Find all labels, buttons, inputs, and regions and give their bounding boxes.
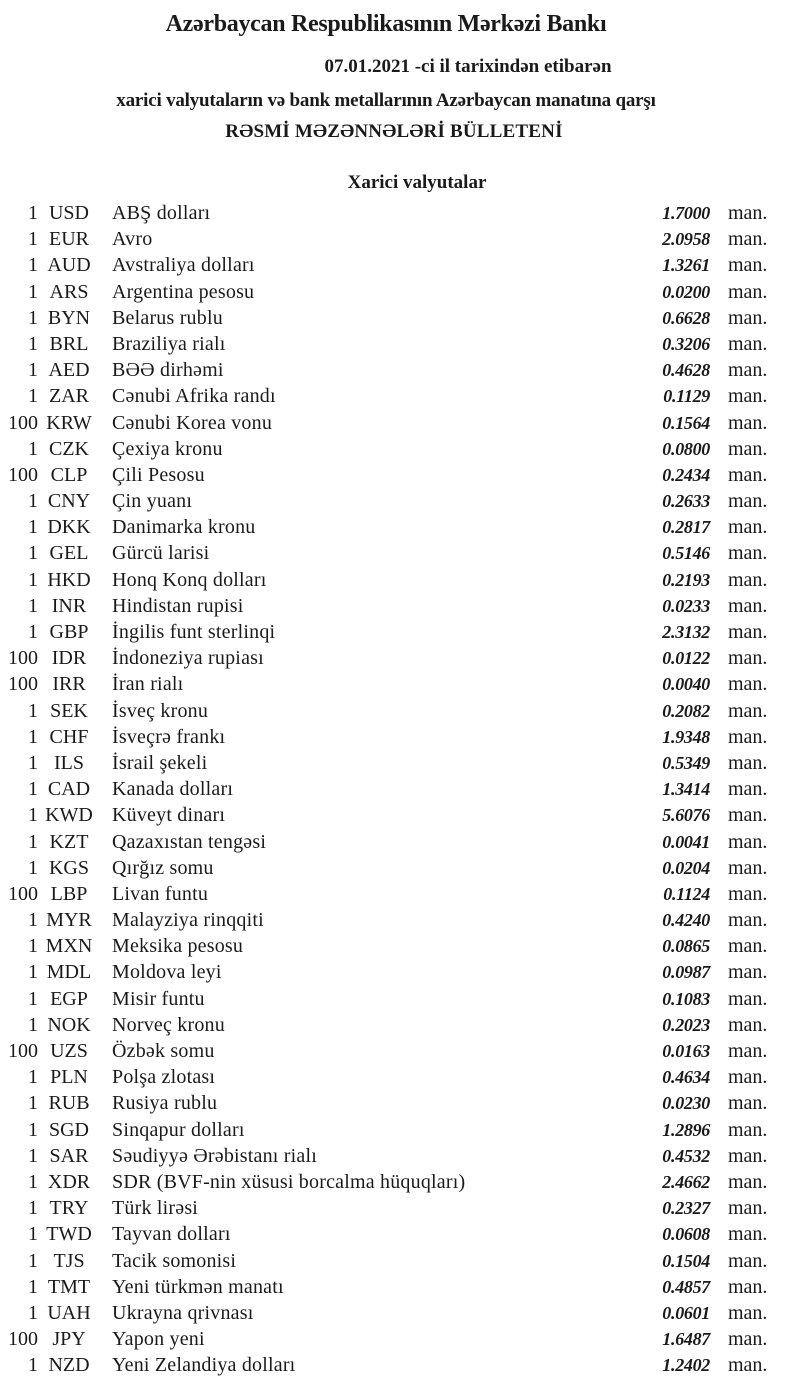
currency-name: Moldova leyi — [112, 961, 222, 984]
rate-value: 0.0800 — [662, 438, 710, 459]
currency-code: CAD — [47, 778, 91, 801]
quantity: 1 — [28, 1170, 38, 1193]
rate-value: 0.1083 — [662, 988, 710, 1009]
rate-value: 0.2633 — [662, 491, 710, 512]
rate-value: 0.0608 — [662, 1224, 710, 1245]
quantity: 1 — [28, 1249, 38, 1272]
table-row — [0, 357, 800, 383]
currency-code: CNY — [47, 490, 91, 513]
quantity: 1 — [28, 778, 38, 801]
table-row — [0, 986, 800, 1012]
quantity: 1 — [28, 987, 38, 1010]
quantity: 1 — [28, 594, 38, 617]
table-row — [0, 1248, 800, 1274]
table-row — [0, 1274, 800, 1300]
unit-label: man. — [728, 568, 768, 591]
currency-code: UAH — [47, 1301, 91, 1324]
unit-label: man. — [728, 673, 768, 696]
currency-code: DKK — [47, 516, 91, 539]
rate-value: 0.4628 — [662, 360, 710, 381]
unit-label: man. — [728, 1354, 768, 1377]
currency-name: Cənubi Korea vonu — [112, 411, 273, 434]
currency-name: Rusiya rublu — [112, 1092, 218, 1115]
unit-label: man. — [728, 1328, 768, 1351]
quantity: 100 — [8, 882, 38, 905]
rate-value: 0.1564 — [662, 412, 710, 433]
unit-label: man. — [728, 856, 768, 879]
rate-value: 0.3206 — [662, 333, 710, 354]
rate-value: 0.0041 — [662, 831, 710, 852]
currency-name: Danimarka kronu — [112, 516, 256, 539]
currency-code: BYN — [47, 306, 91, 329]
quantity: 1 — [28, 1013, 38, 1036]
currency-code: GBP — [49, 621, 89, 643]
subtitle-line: xarici valyutaların və bank metallarının Azərbaycan manatına qarşı — [116, 90, 656, 111]
unit-label: man. — [728, 1197, 768, 1220]
table-row — [0, 1326, 800, 1352]
table-row — [0, 488, 800, 514]
unit-label: man. — [728, 332, 768, 355]
quantity: 1 — [28, 516, 38, 539]
rate-value: 1.7000 — [662, 203, 710, 223]
rate-value: 0.2434 — [662, 464, 710, 485]
rate-value: 5.6076 — [662, 805, 710, 826]
rate-value: 1.2402 — [662, 1355, 710, 1376]
quantity: 1 — [28, 332, 38, 355]
quantity: 1 — [28, 935, 38, 958]
table-row — [0, 462, 800, 488]
currency-code: UZS — [50, 1040, 88, 1062]
quantity: 1 — [28, 1223, 38, 1246]
unit-label: man. — [728, 1301, 768, 1324]
table-row — [0, 1090, 800, 1116]
currency-name: Braziliya rialı — [112, 332, 226, 355]
unit-label: man. — [728, 463, 768, 486]
currency-code: EUR — [49, 228, 89, 251]
currency-name: Belarus rublu — [112, 306, 223, 329]
rate-value: 0.2817 — [662, 517, 710, 538]
unit-label: man. — [728, 202, 768, 224]
currency-code: USD — [48, 202, 89, 224]
unit-label: man. — [728, 1066, 768, 1089]
rate-value: 2.3132 — [662, 622, 710, 642]
currency-name: Küveyt dinarı — [112, 804, 226, 827]
rate-value: 0.0200 — [662, 281, 710, 302]
unit-label: man. — [728, 961, 768, 984]
table-row — [0, 514, 800, 540]
quantity: 1 — [28, 542, 38, 565]
currency-code: PLN — [50, 1066, 88, 1089]
quantity: 1 — [28, 804, 38, 827]
rate-value: 0.0163 — [662, 1041, 710, 1061]
currency-name: Avstraliya dolları — [112, 254, 255, 277]
quantity: 1 — [28, 1197, 38, 1220]
effective-date-line: 07.01.2021 -ci il tarixindən etibarən — [324, 56, 612, 77]
rate-value: 0.2327 — [662, 1198, 710, 1219]
rate-value: 0.0865 — [662, 936, 710, 957]
currency-code: NOK — [47, 1013, 91, 1036]
table-row — [0, 1300, 800, 1326]
rate-value: 1.3261 — [662, 255, 710, 276]
rate-value: 0.0233 — [662, 595, 710, 616]
table-row — [0, 776, 800, 802]
currency-code: SGD — [48, 1118, 89, 1141]
table-row — [0, 907, 800, 933]
currency-name: İran rialı — [112, 673, 184, 696]
rate-value: 0.6628 — [662, 307, 710, 328]
rate-value: 0.0122 — [662, 648, 710, 669]
quantity: 1 — [28, 1092, 38, 1115]
currency-code: MDL — [46, 961, 92, 984]
quantity: 1 — [28, 621, 38, 643]
rate-value: 0.4634 — [662, 1067, 710, 1088]
table-row — [0, 829, 800, 855]
unit-label: man. — [728, 1223, 768, 1246]
unit-label: man. — [728, 1118, 768, 1141]
unit-label: man. — [728, 987, 768, 1010]
table-row — [0, 802, 800, 828]
table-row — [0, 1352, 800, 1378]
rate-value: 0.0040 — [662, 674, 710, 695]
quantity: 1 — [28, 280, 38, 303]
currency-name: Malayziya rinqqiti — [112, 909, 264, 932]
currency-name: Yeni Zelandiya dolları — [112, 1354, 296, 1377]
quantity: 100 — [8, 1328, 38, 1351]
currency-name: Qırğız somu — [112, 856, 214, 879]
quantity: 1 — [28, 202, 38, 224]
table-row — [0, 933, 800, 959]
rate-value: 0.2082 — [662, 700, 710, 721]
table-row — [0, 279, 800, 305]
currency-code: IDR — [51, 647, 87, 670]
table-row — [0, 1195, 800, 1221]
currency-name: Türk lirəsi — [112, 1197, 199, 1220]
table-row — [0, 567, 800, 593]
currency-code: CHF — [49, 725, 89, 748]
currency-code: TMT — [47, 1275, 91, 1298]
currency-code: NZD — [48, 1354, 90, 1377]
currency-code: SEK — [50, 699, 88, 722]
currency-name: Çexiya kronu — [112, 437, 223, 460]
quantity: 1 — [28, 568, 38, 591]
table-row — [0, 540, 800, 566]
table-row — [0, 331, 800, 357]
currency-code: MXN — [45, 935, 93, 958]
rate-value: 2.4662 — [662, 1171, 710, 1192]
currency-name: Səudiyyə Ərəbistanı rialı — [112, 1144, 317, 1167]
rate-value: 0.0987 — [662, 962, 710, 983]
table-row — [0, 1012, 800, 1038]
currency-name: Ukrayna qrivnası — [112, 1301, 254, 1324]
rate-value: 0.0601 — [662, 1302, 710, 1323]
currency-code: HKD — [47, 568, 91, 591]
quantity: 1 — [28, 385, 38, 408]
currency-name: Yapon yeni — [112, 1328, 205, 1351]
table-row — [0, 593, 800, 619]
quantity: 1 — [28, 1275, 38, 1298]
unit-label: man. — [728, 1275, 768, 1298]
quantity: 1 — [28, 1144, 38, 1167]
currency-code: LBP — [50, 882, 88, 905]
rate-value: 0.1129 — [663, 386, 710, 407]
currency-name: Livan funtu — [112, 882, 209, 905]
table-row — [0, 855, 800, 881]
currency-name: ABŞ dolları — [112, 202, 211, 224]
currency-name: İsrail şekeli — [112, 751, 208, 774]
currency-code: CZK — [49, 437, 89, 460]
currency-code: IRR — [52, 673, 86, 696]
currency-name: Avro — [112, 228, 153, 251]
currency-name: Çili Pesosu — [112, 463, 205, 486]
quantity: 1 — [28, 1354, 38, 1377]
table-row — [0, 750, 800, 776]
currency-name: SDR (BVF-nin xüsusi borcalma hüquqları) — [112, 1170, 466, 1193]
table-row — [0, 1143, 800, 1169]
unit-label: man. — [728, 280, 768, 303]
unit-label: man. — [728, 804, 768, 827]
table-row — [0, 1038, 800, 1064]
currency-code: ARS — [49, 280, 89, 303]
quantity: 100 — [8, 411, 38, 434]
unit-label: man. — [728, 411, 768, 434]
quantity: 1 — [28, 359, 38, 382]
table-row — [0, 305, 800, 331]
rate-value: 0.5146 — [662, 543, 710, 564]
unit-label: man. — [728, 1170, 768, 1193]
quantity: 1 — [28, 437, 38, 460]
quantity: 100 — [8, 647, 38, 670]
rate-value: 1.3414 — [662, 779, 710, 800]
rate-value: 1.2896 — [662, 1119, 710, 1140]
currency-code: TJS — [53, 1249, 85, 1272]
currency-code: TWD — [46, 1223, 92, 1246]
quantity: 1 — [28, 1301, 38, 1324]
quantity: 1 — [28, 1118, 38, 1141]
unit-label: man. — [728, 1040, 768, 1062]
table-row — [0, 959, 800, 985]
unit-label: man. — [728, 306, 768, 329]
currency-code: BRL — [49, 332, 89, 355]
currency-name: Hindistan rupisi — [112, 594, 244, 617]
currency-name: Cənubi Afrika randı — [112, 385, 276, 408]
rate-value: 0.4240 — [662, 910, 710, 931]
currency-code: CLP — [50, 463, 88, 486]
rate-value: 0.1504 — [662, 1250, 710, 1271]
currency-code: KZT — [49, 830, 89, 853]
currency-code: KWD — [45, 804, 93, 827]
quantity: 1 — [28, 306, 38, 329]
unit-label: man. — [728, 1249, 768, 1272]
quantity: 100 — [8, 673, 38, 696]
rate-value: 0.0204 — [662, 857, 710, 878]
currency-name: İngilis funt sterlinqi — [112, 621, 276, 643]
currency-name: Tacik somonisi — [112, 1249, 237, 1272]
quantity: 1 — [28, 254, 38, 277]
currency-code: JPY — [52, 1328, 86, 1351]
table-row — [0, 619, 800, 645]
rates-table — [0, 200, 800, 1378]
currency-name: Polşa zlotası — [112, 1066, 216, 1089]
currency-name: Gürcü larisi — [112, 542, 210, 565]
currency-name: İsveçrə frankı — [112, 725, 226, 748]
unit-label: man. — [728, 437, 768, 460]
unit-label: man. — [728, 516, 768, 539]
currency-name: İsveç kronu — [112, 699, 209, 722]
unit-label: man. — [728, 542, 768, 565]
currency-name: Qazaxıstan tengəsi — [112, 830, 267, 853]
quantity: 100 — [8, 463, 38, 486]
quantity: 1 — [28, 1066, 38, 1089]
unit-label: man. — [728, 490, 768, 513]
rate-value: 2.0958 — [662, 229, 710, 250]
table-row — [0, 698, 800, 724]
table-row — [0, 645, 800, 671]
currency-code: SAR — [49, 1144, 89, 1167]
currency-code: GEL — [49, 542, 89, 565]
currency-code: MYR — [46, 909, 92, 932]
rate-value: 0.4857 — [662, 1276, 710, 1297]
rate-value: 0.4532 — [662, 1145, 710, 1166]
currency-code: KRW — [46, 411, 92, 434]
table-row — [0, 200, 800, 226]
rate-value: 0.1124 — [663, 883, 710, 904]
unit-label: man. — [728, 778, 768, 801]
currency-code: INR — [51, 594, 87, 617]
quantity: 1 — [28, 228, 38, 251]
currency-code: XDR — [47, 1170, 91, 1193]
unit-label: man. — [728, 1092, 768, 1115]
table-row — [0, 671, 800, 697]
unit-label: man. — [728, 254, 768, 277]
unit-label: man. — [728, 909, 768, 932]
bulletin-title: RƏSMİ MƏZƏNNƏLƏRİ BÜLLETENİ — [225, 121, 563, 142]
rate-value: 1.6487 — [662, 1329, 710, 1350]
quantity: 100 — [8, 1040, 38, 1062]
quantity: 1 — [28, 751, 38, 774]
currency-name: Argentina pesosu — [112, 280, 255, 303]
quantity: 1 — [28, 490, 38, 513]
currency-code: TRY — [49, 1197, 89, 1220]
unit-label: man. — [728, 699, 768, 722]
currency-name: BƏƏ dirhəmi — [112, 359, 224, 382]
unit-label: man. — [728, 621, 768, 643]
currency-name: Kanada dolları — [112, 778, 234, 801]
currency-name: Norveç kronu — [112, 1013, 225, 1036]
quantity: 1 — [28, 725, 38, 748]
unit-label: man. — [728, 359, 768, 382]
currency-name: Honq Konq dolları — [112, 568, 267, 591]
rate-value: 1.9348 — [662, 726, 710, 747]
rate-value: 0.5349 — [662, 752, 710, 773]
quantity: 1 — [28, 856, 38, 879]
section-title: Xarici valyutalar — [347, 172, 487, 193]
currency-code: KGS — [48, 856, 89, 879]
currency-code: RUB — [48, 1092, 90, 1115]
table-row — [0, 1117, 800, 1143]
unit-label: man. — [728, 228, 768, 251]
unit-label: man. — [728, 935, 768, 958]
table-row — [0, 226, 800, 252]
currency-code: AED — [48, 359, 90, 382]
quantity: 1 — [28, 909, 38, 932]
quantity: 1 — [28, 699, 38, 722]
rate-value: 0.2023 — [662, 1014, 710, 1035]
unit-label: man. — [728, 1013, 768, 1036]
quantity: 1 — [28, 961, 38, 984]
table-row — [0, 383, 800, 409]
table-row — [0, 1064, 800, 1090]
currency-name: Özbək somu — [112, 1040, 215, 1062]
table-row — [0, 436, 800, 462]
currency-code: EGP — [50, 987, 88, 1010]
table-row — [0, 724, 800, 750]
currency-name: Misir funtu — [112, 987, 205, 1010]
table-row — [0, 1221, 800, 1247]
rate-value: 0.0230 — [662, 1093, 710, 1114]
currency-name: Meksika pesosu — [112, 935, 244, 958]
unit-label: man. — [728, 647, 768, 670]
currency-name: Yeni türkmən manatı — [112, 1275, 284, 1298]
unit-label: man. — [728, 751, 768, 774]
currency-name: İndoneziya rupiası — [112, 647, 264, 670]
rate-value: 0.2193 — [662, 569, 710, 590]
unit-label: man. — [728, 1144, 768, 1167]
table-row — [0, 881, 800, 907]
page-title: Azərbaycan Respublikasının Mərkəzi Bankı — [165, 11, 607, 37]
unit-label: man. — [728, 385, 768, 408]
currency-code: ZAR — [49, 385, 89, 408]
unit-label: man. — [728, 594, 768, 617]
unit-label: man. — [728, 830, 768, 853]
currency-code: AUD — [47, 254, 91, 277]
unit-label: man. — [728, 725, 768, 748]
quantity: 1 — [28, 830, 38, 853]
currency-code: ILS — [54, 751, 84, 774]
table-row — [0, 1169, 800, 1195]
currency-name: Çin yuanı — [112, 490, 193, 513]
currency-name: Tayvan dolları — [112, 1223, 231, 1246]
unit-label: man. — [728, 882, 768, 905]
currency-name: Sinqapur dolları — [112, 1118, 245, 1141]
table-row — [0, 410, 800, 436]
table-row — [0, 252, 800, 278]
